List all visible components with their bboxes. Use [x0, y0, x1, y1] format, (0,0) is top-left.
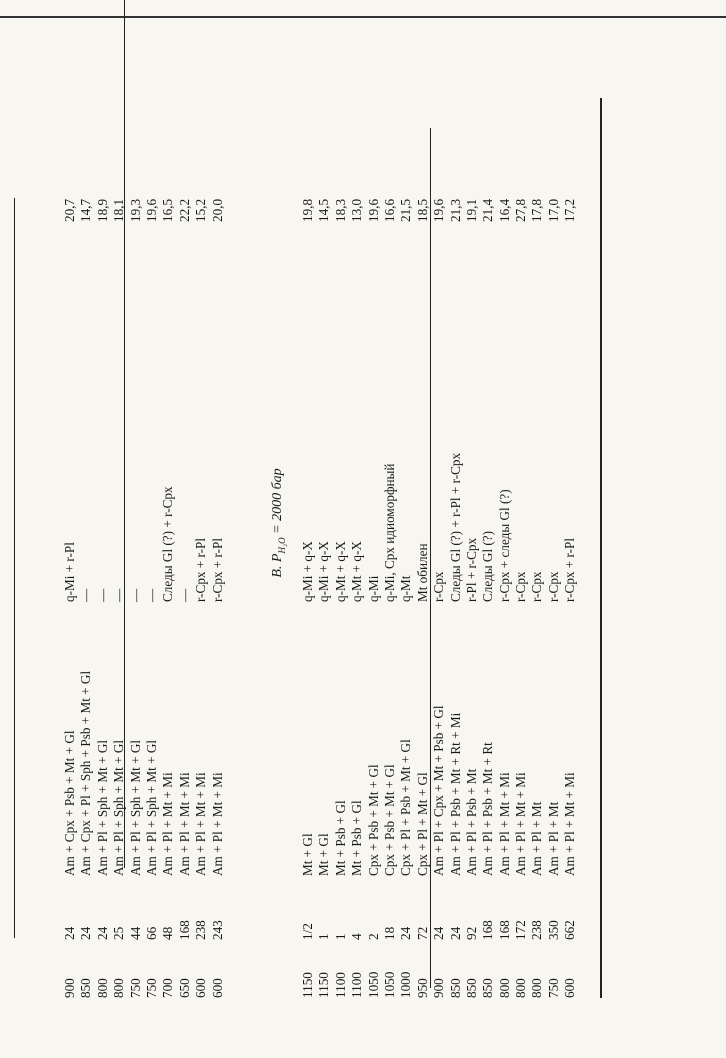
- crystals-cell: r-Pl + r-Cpx: [463, 537, 479, 602]
- table-row: [382, 162, 398, 998]
- crystals-cell: r-Cpx: [513, 571, 529, 602]
- table-row: [398, 162, 414, 998]
- duration-cell: 25: [111, 926, 127, 940]
- table-row: [431, 162, 447, 998]
- table-row: [193, 162, 209, 998]
- duration-cell: 1: [316, 933, 332, 940]
- table-row: [349, 162, 365, 998]
- duration-cell: 4: [349, 933, 365, 940]
- duration-cell: 48: [160, 926, 176, 940]
- table-row: [546, 162, 562, 998]
- products-cell: Am + Pl + Mt + Mi: [496, 772, 512, 876]
- value-cell: 19,8: [300, 198, 315, 222]
- products-cell: Am + Pl + Mt + Mi: [176, 772, 192, 876]
- value-cell: 21,3: [447, 198, 463, 222]
- table-row: [128, 162, 144, 998]
- temperature-cell: 900: [62, 978, 77, 998]
- duration-cell: 18: [381, 926, 397, 940]
- duration-cell: 662: [562, 920, 578, 940]
- table-row: [316, 162, 332, 998]
- value-cell: 27,8: [513, 198, 529, 222]
- duration-cell: 168: [496, 920, 512, 940]
- duration-cell: 350: [545, 920, 561, 940]
- value-cell: 17,2: [562, 198, 578, 222]
- temperature-cell: 850: [463, 978, 479, 998]
- products-cell: Am + Pl + Psb + Mt + Rt: [480, 742, 496, 876]
- crystals-cell: Следы Gl (?): [480, 530, 496, 602]
- crystals-cell: q-Mi: [365, 575, 381, 602]
- value-cell: 19,3: [127, 198, 143, 222]
- value-cell: 17,0: [545, 198, 561, 222]
- crystals-cell: Следы Gl (?) + r-Cpx: [160, 486, 176, 602]
- products-cell: Am + Pl + Psb + Mt: [463, 768, 479, 876]
- products-cell: Am + Pl + Mt: [545, 801, 561, 876]
- duration-cell: 168: [480, 920, 496, 940]
- table-row: [210, 162, 226, 998]
- section-title: B. $P_{H_2O} = 2000$ бар: [270, 468, 287, 578]
- table-row: [111, 162, 127, 998]
- temperature-cell: 1100: [349, 972, 365, 998]
- crystals-cell: r-Cpx + r-Pl: [562, 537, 578, 602]
- products-cell: Am + Pl + Mt + Mi: [513, 772, 529, 876]
- table-row: [366, 162, 382, 998]
- table-rule-3: [430, 128, 431, 988]
- value-cell: 18,5: [414, 198, 430, 222]
- table-row: [513, 162, 529, 998]
- duration-cell: 2: [365, 933, 381, 940]
- duration-cell: 24: [62, 926, 77, 940]
- products-cell: Am + Pl + Mt + Mi: [209, 772, 225, 876]
- temperature-cell: 1000: [398, 971, 414, 998]
- value-cell: 21,5: [398, 198, 414, 222]
- temperature-cell: 850: [480, 978, 496, 998]
- products-cell: Am + Cpx + Pl + Sph + Psb + Mt + Gl: [78, 670, 94, 876]
- table-row: [464, 162, 480, 998]
- products-cell: Am + Pl + Sph + Mt + Gl: [111, 739, 127, 876]
- crystals-cell: Следы Gl (?) + r-Pl + r-Cpx: [447, 452, 463, 602]
- temperature-cell: 700: [160, 978, 176, 998]
- value-cell: 21,4: [480, 198, 496, 222]
- temperature-cell: 650: [176, 978, 192, 998]
- crystals-cell: q-Mt + q-X: [349, 541, 365, 602]
- temperature-cell: 600: [193, 978, 209, 998]
- crystals-cell: q-Mi + q-X: [300, 541, 315, 602]
- crystals-cell: r-Cpx: [545, 571, 561, 602]
- products-cell: Cpx + Psb + Mt + Gl: [365, 764, 381, 876]
- value-cell: 16,6: [381, 198, 397, 222]
- table-row: [62, 162, 78, 998]
- table-row: [529, 162, 545, 998]
- temperature-cell: 750: [545, 978, 561, 998]
- table-row: [95, 162, 111, 998]
- table-row: [78, 162, 94, 998]
- products-cell: Mt + Psb + Gl: [349, 800, 365, 876]
- products-cell: Am + Pl + Cpx + Mt + Psb + Gl: [431, 705, 447, 876]
- duration-cell: 24: [94, 926, 110, 940]
- crystals-cell: q-Mi, Cpx идиоморфный: [381, 463, 397, 602]
- temperature-cell: 800: [94, 978, 110, 998]
- value-cell: 22,2: [176, 198, 192, 222]
- table-row: [333, 162, 349, 998]
- temperature-cell: 850: [447, 978, 463, 998]
- temperature-cell: 800: [529, 978, 545, 998]
- duration-cell: 238: [529, 920, 545, 940]
- products-cell: Am + Pl + Mt + Mi: [160, 772, 176, 876]
- value-cell: 18,9: [94, 198, 110, 222]
- duration-cell: 44: [127, 926, 143, 940]
- value-cell: 14,7: [78, 198, 94, 222]
- products-cell: Am + Pl + Sph + Mt + Gl: [94, 739, 110, 876]
- value-cell: 14,5: [316, 198, 332, 222]
- value-cell: 13,0: [349, 198, 365, 222]
- duration-cell: 66: [143, 926, 159, 940]
- section-title-value: = 2000 бар: [270, 468, 285, 538]
- table-row: [448, 162, 464, 998]
- duration-cell: 24: [78, 926, 94, 940]
- table-row: [415, 162, 431, 998]
- duration-cell: 172: [513, 920, 529, 940]
- duration-cell: 1: [332, 933, 348, 940]
- products-cell: Cpx + Pl + Psb + Mt + Gl: [398, 739, 414, 876]
- value-cell: 17,8: [529, 198, 545, 222]
- temperature-cell: 750: [127, 978, 143, 998]
- products-cell: Mt + Gl: [316, 833, 332, 876]
- table-row: [480, 162, 496, 998]
- value-cell: 20,7: [62, 198, 77, 222]
- value-cell: 20,0: [209, 198, 225, 222]
- temperature-cell: 1050: [365, 971, 381, 998]
- crystals-cell: —: [94, 588, 110, 602]
- products-cell: Am + Pl + Psb + Mt + Rt + Mi: [447, 712, 463, 876]
- temperature-cell: 1100: [332, 972, 348, 998]
- value-cell: 18,1: [111, 198, 127, 222]
- value-cell: 19,6: [431, 198, 447, 222]
- products-cell: Mt + Psb + Gl: [332, 800, 348, 876]
- table-rule-4: [600, 98, 602, 998]
- crystals-cell: Mt обилен: [414, 543, 430, 602]
- right-page-edge-rule: [0, 16, 726, 18]
- crystals-cell: r-Cpx + следы Gl (?): [496, 489, 512, 602]
- products-cell: Am + Pl + Sph + Mt + Gl: [127, 739, 143, 876]
- value-cell: 15,2: [193, 198, 209, 222]
- duration-cell: 24: [447, 926, 463, 940]
- crystals-cell: q-Mi + r-Pl: [62, 542, 77, 602]
- duration-cell: 1/2: [300, 923, 315, 940]
- products-cell: Cpx + Pl + Mt + Gl: [414, 772, 430, 876]
- duration-cell: 238: [193, 920, 209, 940]
- table-row: [144, 162, 160, 998]
- crystals-cell: —: [78, 588, 94, 602]
- crystals-cell: r-Cpx + r-Pl: [193, 537, 209, 602]
- value-cell: 16,4: [496, 198, 512, 222]
- table-row: [497, 162, 513, 998]
- crystals-cell: q-Mi + q-X: [316, 541, 332, 602]
- duration-cell: 92: [463, 926, 479, 940]
- table-block-top: [62, 162, 226, 998]
- temperature-cell: 850: [78, 978, 94, 998]
- crystals-cell: r-Cpx: [431, 571, 447, 602]
- crystals-cell: —: [127, 588, 143, 602]
- temperature-cell: 900: [431, 978, 447, 998]
- temperature-cell: 1150: [300, 972, 315, 998]
- temperature-cell: 750: [143, 978, 159, 998]
- value-cell: 16,5: [160, 198, 176, 222]
- products-cell: Cpx + Psb + Mt + Gl: [381, 764, 397, 876]
- temperature-cell: 1050: [381, 971, 397, 998]
- value-cell: 19,6: [143, 198, 159, 222]
- table-block-bottom: [300, 162, 579, 998]
- table-row: [177, 162, 193, 998]
- duration-cell: 24: [398, 926, 414, 940]
- crystals-cell: q-Mt + q-X: [332, 541, 348, 602]
- temperature-cell: 600: [209, 978, 225, 998]
- products-cell: Mt + Gl: [300, 833, 315, 876]
- temperature-cell: 1150: [316, 972, 332, 998]
- temperature-cell: 600: [562, 978, 578, 998]
- duration-cell: 24: [431, 926, 447, 940]
- crystals-cell: —: [143, 588, 159, 602]
- temperature-cell: 950: [414, 978, 430, 998]
- crystals-cell: q-Mt: [398, 575, 414, 602]
- value-cell: 19,6: [365, 198, 381, 222]
- products-cell: Am + Cpx + Psb + Mt + Gl: [62, 730, 77, 876]
- products-cell: Am + Pl + Sph + Mt + Gl: [143, 739, 159, 876]
- crystals-cell: —: [111, 588, 127, 602]
- temperature-cell: 800: [496, 978, 512, 998]
- duration-cell: 72: [414, 926, 430, 940]
- table-row: [300, 162, 316, 998]
- products-cell: Am + Pl + Mt: [529, 801, 545, 876]
- table-row: [562, 162, 578, 998]
- section-title-subscript: H₂O: [276, 537, 287, 554]
- value-cell: 19,1: [463, 198, 479, 222]
- table-rule-1: [14, 198, 15, 938]
- table-row: [160, 162, 176, 998]
- crystals-cell: —: [176, 588, 192, 602]
- temperature-cell: 800: [111, 978, 127, 998]
- duration-cell: 168: [176, 920, 192, 940]
- table-rule-2: [124, 0, 125, 868]
- temperature-cell: 800: [513, 978, 529, 998]
- crystals-cell: r-Cpx: [529, 571, 545, 602]
- products-cell: Am + Pl + Mt + Mi: [193, 772, 209, 876]
- duration-cell: 243: [209, 920, 225, 940]
- crystals-cell: r-Cpx + r-Pl: [209, 537, 225, 602]
- value-cell: 18,3: [332, 198, 348, 222]
- products-cell: Am + Pl + Mt + Mi: [562, 772, 578, 876]
